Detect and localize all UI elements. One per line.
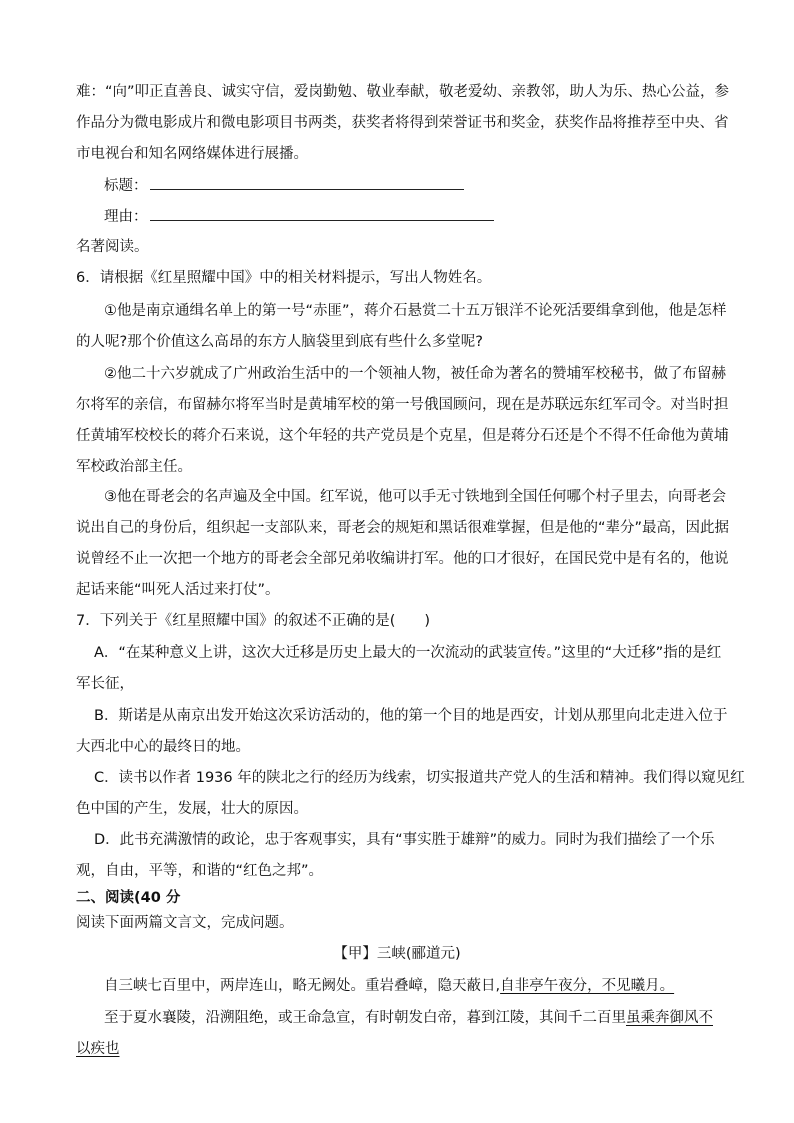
q6-item-2-cont: 军校政治部主任。 — [76, 459, 192, 475]
option-c-cont: 色中国的产生，发展，壮大的原因。 — [76, 801, 308, 817]
passage-line: 难：“向”叩正直善良、诚实守信，爱岗勤勉、敬业奉献，敬老爱幼、亲教邻，助人为乐、热心公益，参 — [76, 84, 730, 100]
passage-paragraph-1 — [104, 976, 674, 996]
q6-item-3-cont: 说出自己的身份后，组织起一支部队来，哥老会的规矩和黑话很难掌握，但是他的“辈分”最高，因此据 — [76, 520, 730, 536]
q6-item-1-cont: 的人呢?那个价值这么高昂的东方人脑袋里到底有些什么多堂呢? — [76, 334, 483, 350]
section-heading: 二、阅读(40 分 — [76, 890, 181, 906]
title-field — [104, 175, 464, 196]
passage-text: 自三峡七百里中，两岸连山，略无阙处。重岩叠嶂，隐天蔽日, — [104, 978, 501, 994]
option-c: C．读书以作者 1936 年的陕北之行的经历为线索，切实报道共产党人的生活和精神。我们得以窥见红 — [94, 770, 745, 786]
option-d-cont: 观，自由，平等，和谐的“红色之邦”。 — [76, 863, 324, 879]
passage-text: 至于夏水襄陵，沿溯阻绝，或王命急宣，有时朝发白帝，暮到江陵，其间千二百里 — [104, 1010, 626, 1026]
option-d: D．此书充满激情的政论，忠于客观事实，具有“事实胜于雄辩”的威力。同时为我们描绘了一个乐 — [94, 832, 715, 848]
question-7-stem: 7．下列关于《红星照耀中国》的叙述不正确的是( ) — [76, 613, 431, 629]
passage-title: 【甲】三峡(郦道元) — [333, 946, 461, 962]
option-b: B．斯诺是从南京出发开始这次采访活动的，他的第一个目的地是西安，计划从那里向北走进入位于 — [94, 708, 728, 724]
reading-intro: 阅读下面两篇文言文，完成问题。 — [76, 915, 294, 931]
reason-blank[interactable] — [150, 206, 494, 221]
passage-paragraph-2-cont — [76, 1039, 120, 1059]
underlined-sentence: 以疾也 — [76, 1041, 120, 1057]
underlined-sentence: 虽乘奔御风不 — [626, 1010, 713, 1026]
option-a: A．“在某种意义上讲，这次大迁移是历史上最大的一次流动的武装宣传。”这里的“大迁移”指的是红 — [94, 645, 722, 661]
option-b-cont: 大西北中心的最终日的地。 — [76, 739, 250, 755]
q6-item-3: ③他在哥老会的名声遍及全中国。红军说，他可以手无寸铁地到全国任何哪个村子里去，向哥老会 — [104, 489, 726, 505]
option-a-cont: 军长征， — [76, 676, 134, 692]
reason-label: 理由： — [104, 209, 148, 225]
q6-item-1: ①他是南京通缉名单上的第一号“赤匪”，蒋介石悬赏二十五万银洋不论死活要缉拿到他，他是怎样 — [104, 303, 727, 319]
title-blank[interactable] — [150, 175, 464, 190]
passage-line: 作品分为微电影成片和微电影项目书两类，获奖者将得到荣誉证书和奖金，获奖作品将推荐至中央、省 — [76, 115, 729, 131]
q6-item-3-cont: 起话来能“叫死人活过来打仗”。 — [76, 582, 280, 598]
q6-item-2-cont: 任黄埔军校校长的蒋介石来说，这个年轻的共产党员是个克星，但是蒋分石还是个不得不任命他为黄埔 — [76, 428, 729, 444]
title-label: 标题： — [104, 178, 148, 194]
reason-field — [104, 206, 494, 227]
underlined-sentence: 自非亭午夜分，不见曦月。 — [500, 978, 675, 994]
passage-paragraph-2 — [104, 1008, 713, 1028]
q6-item-2: ②他二十六岁就成了广州政治生活中的一个领袖人物，被任命为著名的赞埔军校秘书，做了布留赫 — [104, 366, 726, 382]
q6-item-2-cont: 尔将军的亲信，布留赫尔将军当时是黄埔军校的第一号俄国顾问，现在是苏联远东红军司令。对当时担 — [76, 397, 729, 413]
section-intro: 名著阅读。 — [76, 239, 149, 255]
question-6-stem: 6．请根据《红星照耀中国》中的相关材料提示，写出人物姓名。 — [76, 270, 492, 286]
q6-item-3-cont: 说曾经不止一次把一个地方的哥老会全部兄弟收编讲打军。他的口才很好，在国民党中是有名的，他说 — [76, 551, 729, 567]
passage-line: 市电视台和知名网络媒体进行展播。 — [76, 146, 308, 162]
